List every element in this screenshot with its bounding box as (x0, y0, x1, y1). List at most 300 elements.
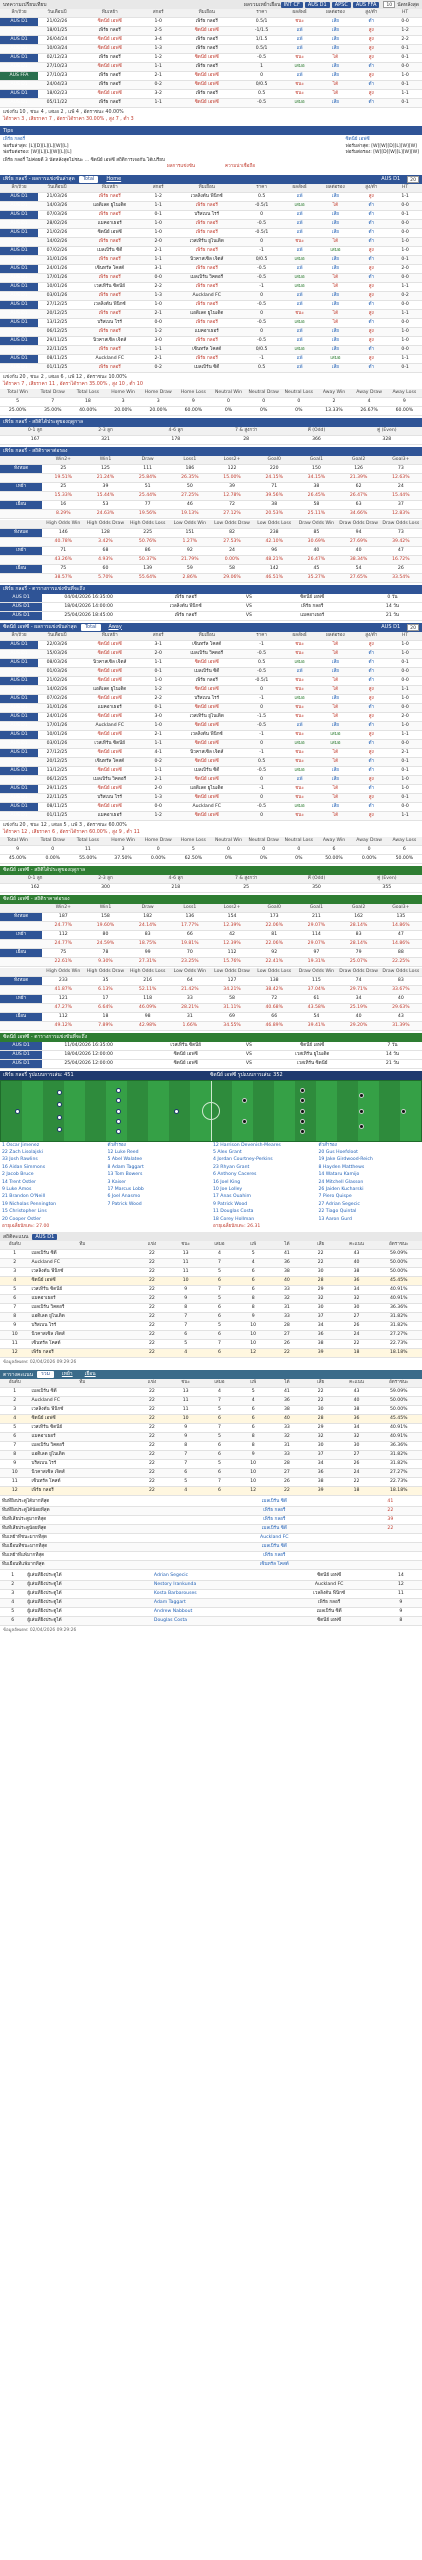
standings-cell: แอดิเลด ยูไนเต็ด (30, 1313, 136, 1322)
player-name[interactable]: 6 Anthony Caceres (213, 1172, 257, 1178)
score-cell: 0-2 (143, 757, 173, 766)
player-name[interactable]: 12 Harrison Devenish-Meares (213, 1142, 281, 1148)
table-row[interactable] (0, 721, 422, 730)
table-row[interactable] (0, 273, 422, 282)
scorer-cell: 14 (380, 1572, 422, 1581)
player-name[interactable]: 23 Rhyan Grant (213, 1164, 250, 1170)
away-odds-cell: 75 (42, 948, 84, 957)
away-player-marker[interactable] (359, 1109, 364, 1114)
away-player-marker[interactable] (401, 1109, 406, 1114)
table-row[interactable] (0, 811, 422, 820)
standings-row[interactable] (0, 1478, 422, 1487)
halftime-cell: 0-1 (388, 45, 422, 54)
standings-row[interactable] (0, 1424, 422, 1433)
over-under-cell: สูง (354, 192, 388, 201)
score-cell: 2-5 (143, 27, 173, 36)
upcoming-cell: AUS D1 (0, 1050, 42, 1059)
standings-row[interactable] (0, 1250, 422, 1259)
column-header: Draw (127, 456, 169, 465)
table-row[interactable] (0, 72, 422, 81)
away-recent-summary-2: ได้ราคา 12 , เสียราคา 6 , อัตราได้ราคา 60.00% , สูง 9 , ต่ำ 11 (3, 829, 140, 835)
away-count-select[interactable]: 20 (407, 624, 419, 631)
result-cell: แพ้ (283, 363, 317, 372)
home-player-marker[interactable] (116, 1109, 121, 1114)
away-stats-pct-cell: 0% (211, 854, 246, 863)
result-cell: แพ้ (283, 228, 317, 237)
player-name[interactable]: 5 Abel Walatee (107, 1157, 143, 1163)
table-row[interactable] (0, 739, 422, 748)
date-cell: 01/11/25 (38, 363, 76, 372)
table-row[interactable] (0, 766, 422, 775)
standings-cell: 22 (135, 1295, 169, 1304)
filter-label[interactable]: ผลรวมเหย้าเยือน (244, 1, 281, 8)
table-row[interactable] (0, 354, 422, 363)
home-stats-cell: 9 (387, 397, 422, 406)
standings-cell: เมลเบิร์น วิคตอรี่ (30, 1442, 136, 1451)
standings-row[interactable] (0, 1331, 422, 1340)
table-row[interactable] (0, 685, 422, 694)
halftime-cell: 0-0 (388, 318, 422, 327)
table-row[interactable] (0, 90, 422, 99)
league-tab-away[interactable]: เยือน (84, 1371, 96, 1378)
standings-row[interactable] (0, 1277, 422, 1286)
standings-cell: 4 (236, 1259, 270, 1268)
standings-row[interactable] (0, 1340, 422, 1349)
standings-cell: 6 (236, 1277, 270, 1286)
standings-title: สถิติคะแนน (3, 1233, 29, 1240)
standings-row[interactable] (0, 1322, 422, 1331)
away-odds-cell: 78 (84, 948, 126, 957)
table-row[interactable] (0, 757, 422, 766)
home-player-marker[interactable] (57, 1127, 62, 1132)
column-header: Away Win (316, 389, 351, 398)
player-name[interactable]: 27 Adrian Segecic (318, 1201, 360, 1207)
standings-cell: 32 (338, 1433, 376, 1442)
player-name[interactable]: ตัวสำรอง (107, 1142, 126, 1148)
away-team-cell: Auckland FC (173, 291, 241, 300)
standings-row[interactable] (0, 1268, 422, 1277)
standings-row[interactable] (0, 1397, 422, 1406)
home-odds-cell: 46 (169, 500, 211, 509)
home-hl-cell: 225 (127, 528, 169, 537)
player-name[interactable]: 13 Tom Bowers (107, 1172, 143, 1178)
away-stats-pct-cell: 0.00% (141, 854, 176, 863)
standings-row[interactable] (0, 1433, 422, 1442)
player-name[interactable]: 8 Adam Taggart (107, 1164, 144, 1170)
home-player-marker[interactable] (116, 1088, 121, 1093)
table-row[interactable] (0, 363, 422, 372)
table-row[interactable] (0, 291, 422, 300)
table-row[interactable] (0, 640, 422, 649)
player-name[interactable]: 6 Joel Anasmo (107, 1194, 141, 1200)
player-name[interactable]: 16 Aidan Simmons (2, 1164, 46, 1170)
home-stats-row-1 (0, 397, 422, 406)
date-cell: 27/10/23 (38, 72, 76, 81)
table-row[interactable] (0, 345, 422, 354)
league-cell: AUS D1 (0, 300, 38, 309)
table-row[interactable] (0, 246, 422, 255)
table-row[interactable] (0, 228, 422, 237)
home-odds-cell: 71 (253, 482, 295, 491)
table-row[interactable] (0, 712, 422, 721)
date-cell: 22/11/25 (38, 345, 76, 354)
away-recent-title: ซิดนีย์ เอฟซี - ผลการแข่งขันล่าสุด (3, 624, 77, 630)
home-odds-cell: 39 (84, 482, 126, 491)
league-tab-home[interactable]: เหย้า (61, 1371, 73, 1378)
standings-league[interactable]: AUS D1 (32, 1234, 57, 1240)
table-row[interactable] (0, 775, 422, 784)
result-cell: เสมอ (283, 658, 317, 667)
away-tab-total[interactable]: Total (81, 624, 101, 631)
table-row[interactable] (0, 192, 422, 201)
away-player-marker[interactable] (300, 1098, 305, 1103)
player-name[interactable]: 21 Brandon O'Neill (2, 1194, 46, 1200)
player-name[interactable]: 14 Wataru Kamijo (318, 1172, 360, 1178)
home-player-marker[interactable] (116, 1119, 121, 1124)
result-cell: ชนะ (283, 793, 317, 802)
over-under-cell: สูง (354, 27, 388, 36)
over-under-cell: สูง (354, 264, 388, 273)
result-cell: แพ้ (283, 36, 317, 45)
halftime-cell: 1-1 (388, 90, 422, 99)
date-cell: 03/01/26 (38, 291, 76, 300)
date-cell: 14/02/26 (38, 685, 76, 694)
standings-cell: 6 (236, 1406, 270, 1415)
handicap-cell: เสีย (316, 766, 354, 775)
league-tab-total[interactable]: รวม (37, 1371, 54, 1378)
home-goals-table (0, 427, 422, 445)
standings-row[interactable] (0, 1406, 422, 1415)
home-stats-pct-cell: 13.33% (316, 406, 351, 415)
standings-row[interactable] (0, 1388, 422, 1397)
league-cell: AUS D1 (0, 667, 38, 676)
table-row[interactable] (0, 676, 422, 685)
home-count-select[interactable]: 20 (407, 176, 419, 183)
column-header: Home Loss (176, 837, 211, 846)
handicap-cell: ได้ (316, 282, 354, 291)
score-cell: 2-2 (143, 694, 173, 703)
standings-cell: 13 (169, 1388, 203, 1397)
standings-row[interactable] (0, 1442, 422, 1451)
league-filter-1[interactable]: INT CF (281, 2, 303, 8)
standings-row[interactable] (0, 1304, 422, 1313)
table-row[interactable] (0, 63, 422, 72)
table-row[interactable] (0, 318, 422, 327)
column-header: เสมอ (203, 1241, 237, 1250)
table-row[interactable] (0, 327, 422, 336)
standings-cell: 5 (203, 1406, 237, 1415)
player-name[interactable]: 5 Alex Grant (213, 1149, 242, 1155)
away-hl-cell: 72 (253, 994, 295, 1003)
league-cell: AUS D1 (0, 793, 38, 802)
league-filter-4[interactable]: AUS FFA (353, 2, 380, 8)
h2h-summary (0, 108, 422, 124)
table-row[interactable] (0, 18, 422, 27)
handicap-cell: ได้ (316, 309, 354, 318)
standings-row[interactable] (0, 1313, 422, 1322)
table-row[interactable] (0, 300, 422, 309)
home-player-marker[interactable] (57, 1090, 62, 1095)
odds-cell: 0 (241, 309, 283, 318)
player-name[interactable] (108, 1208, 212, 1215)
home-goals-cell: 28 (211, 435, 281, 444)
home-player-marker[interactable] (116, 1129, 121, 1134)
table-row[interactable] (0, 667, 422, 676)
home-league-filter[interactable]: AUS D1 (378, 176, 403, 182)
table-row[interactable] (0, 658, 422, 667)
standings-cell: 5 (0, 1424, 30, 1433)
date-cell: 29/11/25 (38, 784, 76, 793)
home-team-cell: ซิดนีย์ เอฟซี (76, 63, 144, 72)
player-name[interactable]: 12 Luke Reed (107, 1149, 139, 1155)
player-name[interactable]: 11 Douglas Costa (213, 1209, 254, 1215)
away-hl-cell: 34 (338, 994, 380, 1003)
column-header: อัตราชนะ (376, 1379, 422, 1388)
home-avg-age: อายุเฉลี่ยนักเตะ: 27.00 (2, 1223, 50, 1229)
table-row[interactable] (0, 694, 422, 703)
home-odds-cell: 25.44% (127, 491, 169, 500)
standings-row[interactable] (0, 1295, 422, 1304)
home-odds-cell: 51 (127, 482, 169, 491)
player-name[interactable]: 3 Kaiser (107, 1179, 127, 1185)
upcoming-row[interactable] (0, 594, 422, 603)
table-row[interactable] (0, 36, 422, 45)
away-goals-head (0, 875, 422, 884)
home-odds-cell: 19.56% (127, 509, 169, 518)
away-team-cell: เมลเบิร์น ซิตี้ (173, 766, 241, 775)
table-row[interactable] (0, 793, 422, 802)
handicap-cell: ได้ (316, 703, 354, 712)
table-row[interactable] (0, 81, 422, 90)
table-row[interactable] (0, 748, 422, 757)
home-player-marker[interactable] (174, 1109, 179, 1114)
player-name[interactable]: 7 Patrick Wood (107, 1201, 142, 1207)
table-row[interactable] (0, 282, 422, 291)
upcoming-row[interactable] (0, 602, 422, 611)
standings-cell: 22 (135, 1259, 169, 1268)
table-row[interactable] (0, 703, 422, 712)
upcoming-row[interactable] (0, 1059, 422, 1068)
table-row[interactable] (0, 201, 422, 210)
standings-cell: 43 (338, 1250, 376, 1259)
home-team-cell: ซิดนีย์ เอฟซี (76, 649, 144, 658)
player-name[interactable]: 8 Hayden Matthews (318, 1164, 365, 1170)
table-row[interactable] (0, 730, 422, 739)
player-name[interactable]: 19 Nicholas Pennington (2, 1201, 57, 1207)
player-name[interactable]: 9 Luke Amos (2, 1186, 32, 1192)
league-cell: AUS D1 (0, 192, 38, 201)
table-row[interactable] (0, 27, 422, 36)
player-name[interactable]: 17 Marcus Lobb (107, 1186, 144, 1192)
away-tab-away[interactable]: Away (108, 623, 122, 630)
league-table-head (0, 1379, 422, 1388)
player-name[interactable]: 14 Trent Ostler (2, 1179, 37, 1185)
home-hl-cell: 26 (380, 564, 422, 573)
date-cell: 01/11/25 (38, 811, 76, 820)
player-name[interactable]: 33 Josh Rawlins (2, 1157, 38, 1163)
player-name[interactable]: 7 Piero Quispe (318, 1194, 352, 1200)
player-name[interactable]: 2 Jacob Bruce (2, 1172, 34, 1178)
player-name[interactable]: 22 Tiago Quintal (318, 1209, 357, 1215)
home-odds-cell: 50 (169, 482, 211, 491)
home-tab-home[interactable]: Home (106, 175, 122, 182)
table-row[interactable] (0, 99, 422, 108)
standings-cell: 36.36% (376, 1304, 422, 1313)
player-name[interactable]: 22 Zach Lisolajski (2, 1149, 43, 1155)
table-row[interactable] (0, 784, 422, 793)
standings-cell: 22 (304, 1397, 338, 1406)
player-name[interactable]: 9 Patrick Wood (213, 1201, 248, 1207)
upcoming-row[interactable] (0, 1042, 422, 1051)
count-select[interactable]: 10 (383, 1, 395, 8)
player-name[interactable]: 20 Cooper Ostler (2, 1216, 42, 1222)
table-row[interactable] (0, 649, 422, 658)
standings-cell: บริสเบน โรร์ (30, 1322, 136, 1331)
date-cell: 08/11/25 (38, 354, 76, 363)
player-name[interactable]: 16 Joel King (213, 1179, 241, 1185)
home-team-cell: บริสเบน โรร์ (76, 318, 144, 327)
player-name[interactable]: 15 Christopher Lins (2, 1209, 47, 1215)
table-row[interactable] (0, 802, 422, 811)
standings-cell: 36 (338, 1277, 376, 1286)
away-player-marker[interactable] (300, 1088, 305, 1093)
standings-row[interactable] (0, 1349, 422, 1358)
standings-cell: 5 (0, 1286, 30, 1295)
over-under-cell: ต่ำ (354, 721, 388, 730)
player-name[interactable]: 17 Anas Ouahim (213, 1194, 252, 1200)
away-league-filter[interactable]: AUS D1 (378, 624, 403, 630)
date-cell: 17/01/26 (38, 721, 76, 730)
away-hl-cell: 29.63% (380, 1003, 422, 1012)
standings-cell: 40.91% (376, 1433, 422, 1442)
league-cell: AUS D1 (0, 27, 38, 36)
column-header: 7 & สูงกว่า (211, 427, 281, 436)
table-row[interactable] (0, 255, 422, 264)
league-cell: AUS D1 (0, 264, 38, 273)
away-player-marker[interactable] (242, 1119, 247, 1124)
table-row[interactable] (0, 237, 422, 246)
h2h-summary-2: ได้ราคา 3 , เสียราคา 7 , อัตราได้ราคา 30.00% , สูง 7 , ต่ำ 3 (3, 117, 134, 122)
away-player-marker[interactable] (242, 1098, 247, 1103)
player-name[interactable]: 18 Corey Hollman (213, 1216, 255, 1222)
halftime-cell: 0-0 (388, 667, 422, 676)
player-name[interactable]: 19 Jake Girdwood-Reich (318, 1157, 373, 1163)
standings-cell: 8 (0, 1451, 30, 1460)
table-row[interactable] (0, 336, 422, 345)
away-stats-cell: 9 (0, 845, 35, 854)
away-player-marker[interactable] (359, 1093, 364, 1098)
away-team-cell: แอดิเลด ยูไนเต็ด (173, 309, 241, 318)
home-odds-cell: 220 (253, 464, 295, 473)
over-under-cell: ต่ำ (354, 757, 388, 766)
standings-cell: 8 (169, 1304, 203, 1313)
player-name[interactable]: 26 Jaiden Kucharski (318, 1186, 364, 1192)
away-player-marker[interactable] (359, 1124, 364, 1129)
player-name[interactable]: ตัวสำรอง (318, 1142, 337, 1148)
away-stats-cell: 0 (352, 845, 387, 854)
player-name[interactable]: 4 Jordan Courtney-Perkins (213, 1157, 273, 1163)
player-name[interactable]: 10 Joe Lolley (213, 1186, 243, 1192)
player-name[interactable]: 24 Mitchell Glasson (318, 1179, 364, 1185)
over-under-cell: ต่ำ (354, 667, 388, 676)
odds-cell: -0.5 (241, 300, 283, 309)
home-hl-cell: 43.26% (42, 555, 84, 564)
halftime-cell: 0-0 (388, 345, 422, 354)
standings-cell: 6 (169, 1331, 203, 1340)
standings-cell: 6 (203, 1415, 237, 1424)
standings-cell: 28 (304, 1277, 338, 1286)
home-player-marker[interactable] (57, 1115, 62, 1120)
home-odds-body (0, 464, 422, 518)
away-team-cell: ซิดนีย์ เอฟซี (173, 775, 241, 784)
standings-row[interactable] (0, 1460, 422, 1469)
away-stats-cell: 0 (141, 845, 176, 854)
standings-cell: 6 (236, 1415, 270, 1424)
standings-cell: 45.45% (376, 1277, 422, 1286)
home-tab-total[interactable]: Total (79, 176, 99, 183)
standings-row[interactable] (0, 1451, 422, 1460)
player-name[interactable] (108, 1216, 212, 1223)
upcoming-row[interactable] (0, 611, 422, 620)
upcoming-row[interactable] (0, 1050, 422, 1059)
player-name[interactable]: 1 Oscar Jimenez (2, 1142, 40, 1148)
upcoming-cell: AUS D1 (0, 611, 42, 620)
away-player-marker[interactable] (300, 1119, 305, 1124)
table-row[interactable] (0, 309, 422, 318)
standings-cell: 8 (236, 1304, 270, 1313)
result-cell: ชนะ (283, 730, 317, 739)
league-filter-3[interactable]: APSC (332, 2, 351, 8)
standings-row[interactable] (0, 1487, 422, 1496)
table-row[interactable] (0, 210, 422, 219)
away-hl-cell: 35 (84, 976, 126, 985)
scorer-cell: Douglas Costa (152, 1617, 279, 1626)
home-player-marker[interactable] (15, 1109, 20, 1114)
score-cell: 4-1 (143, 748, 173, 757)
table-row[interactable] (0, 264, 422, 273)
away-team-cell: เพิร์ธ กลอรี่ (173, 63, 241, 72)
column-header: ผลต่อรอง (316, 9, 354, 18)
player-name[interactable]: 13 Aaron Gurd (318, 1216, 352, 1222)
standings-row[interactable] (0, 1415, 422, 1424)
tips-right-head: ซิดนีย์ เอฟซี (345, 137, 370, 142)
league-filter-2[interactable]: AUS D1 (305, 2, 330, 8)
date-cell: 24/01/26 (38, 712, 76, 721)
standings-cell: 41 (270, 1250, 304, 1259)
away-player-marker[interactable] (300, 1109, 305, 1114)
standings-row[interactable] (0, 1259, 422, 1268)
date-cell: 31/01/26 (38, 703, 76, 712)
home-stats-pct-cell: 25.00% (0, 406, 35, 415)
away-recent-summary-1: แข่งกัน 20 , ชนะ 12 , เสมอ 5 , แพ้ 3 , อัตราชนะ 60.00% (3, 822, 127, 828)
player-name[interactable]: 20 Gus Hoefsloot (318, 1149, 358, 1155)
home-player-marker[interactable] (57, 1102, 62, 1107)
standings-row[interactable] (0, 1469, 422, 1478)
handicap-cell: ได้ (316, 318, 354, 327)
table-row[interactable] (0, 54, 422, 63)
extra-row (0, 1507, 422, 1516)
halftime-cell: 0-1 (388, 210, 422, 219)
result-cell: เสมอ (283, 345, 317, 354)
extra-stats-table (0, 1498, 422, 1570)
standings-row[interactable] (0, 1286, 422, 1295)
table-row[interactable] (0, 45, 422, 54)
result-cell: แพ้ (283, 210, 317, 219)
standings-cell: 36 (338, 1415, 376, 1424)
away-player-marker[interactable] (300, 1129, 305, 1134)
home-player-marker[interactable] (116, 1098, 121, 1103)
table-row[interactable] (0, 219, 422, 228)
